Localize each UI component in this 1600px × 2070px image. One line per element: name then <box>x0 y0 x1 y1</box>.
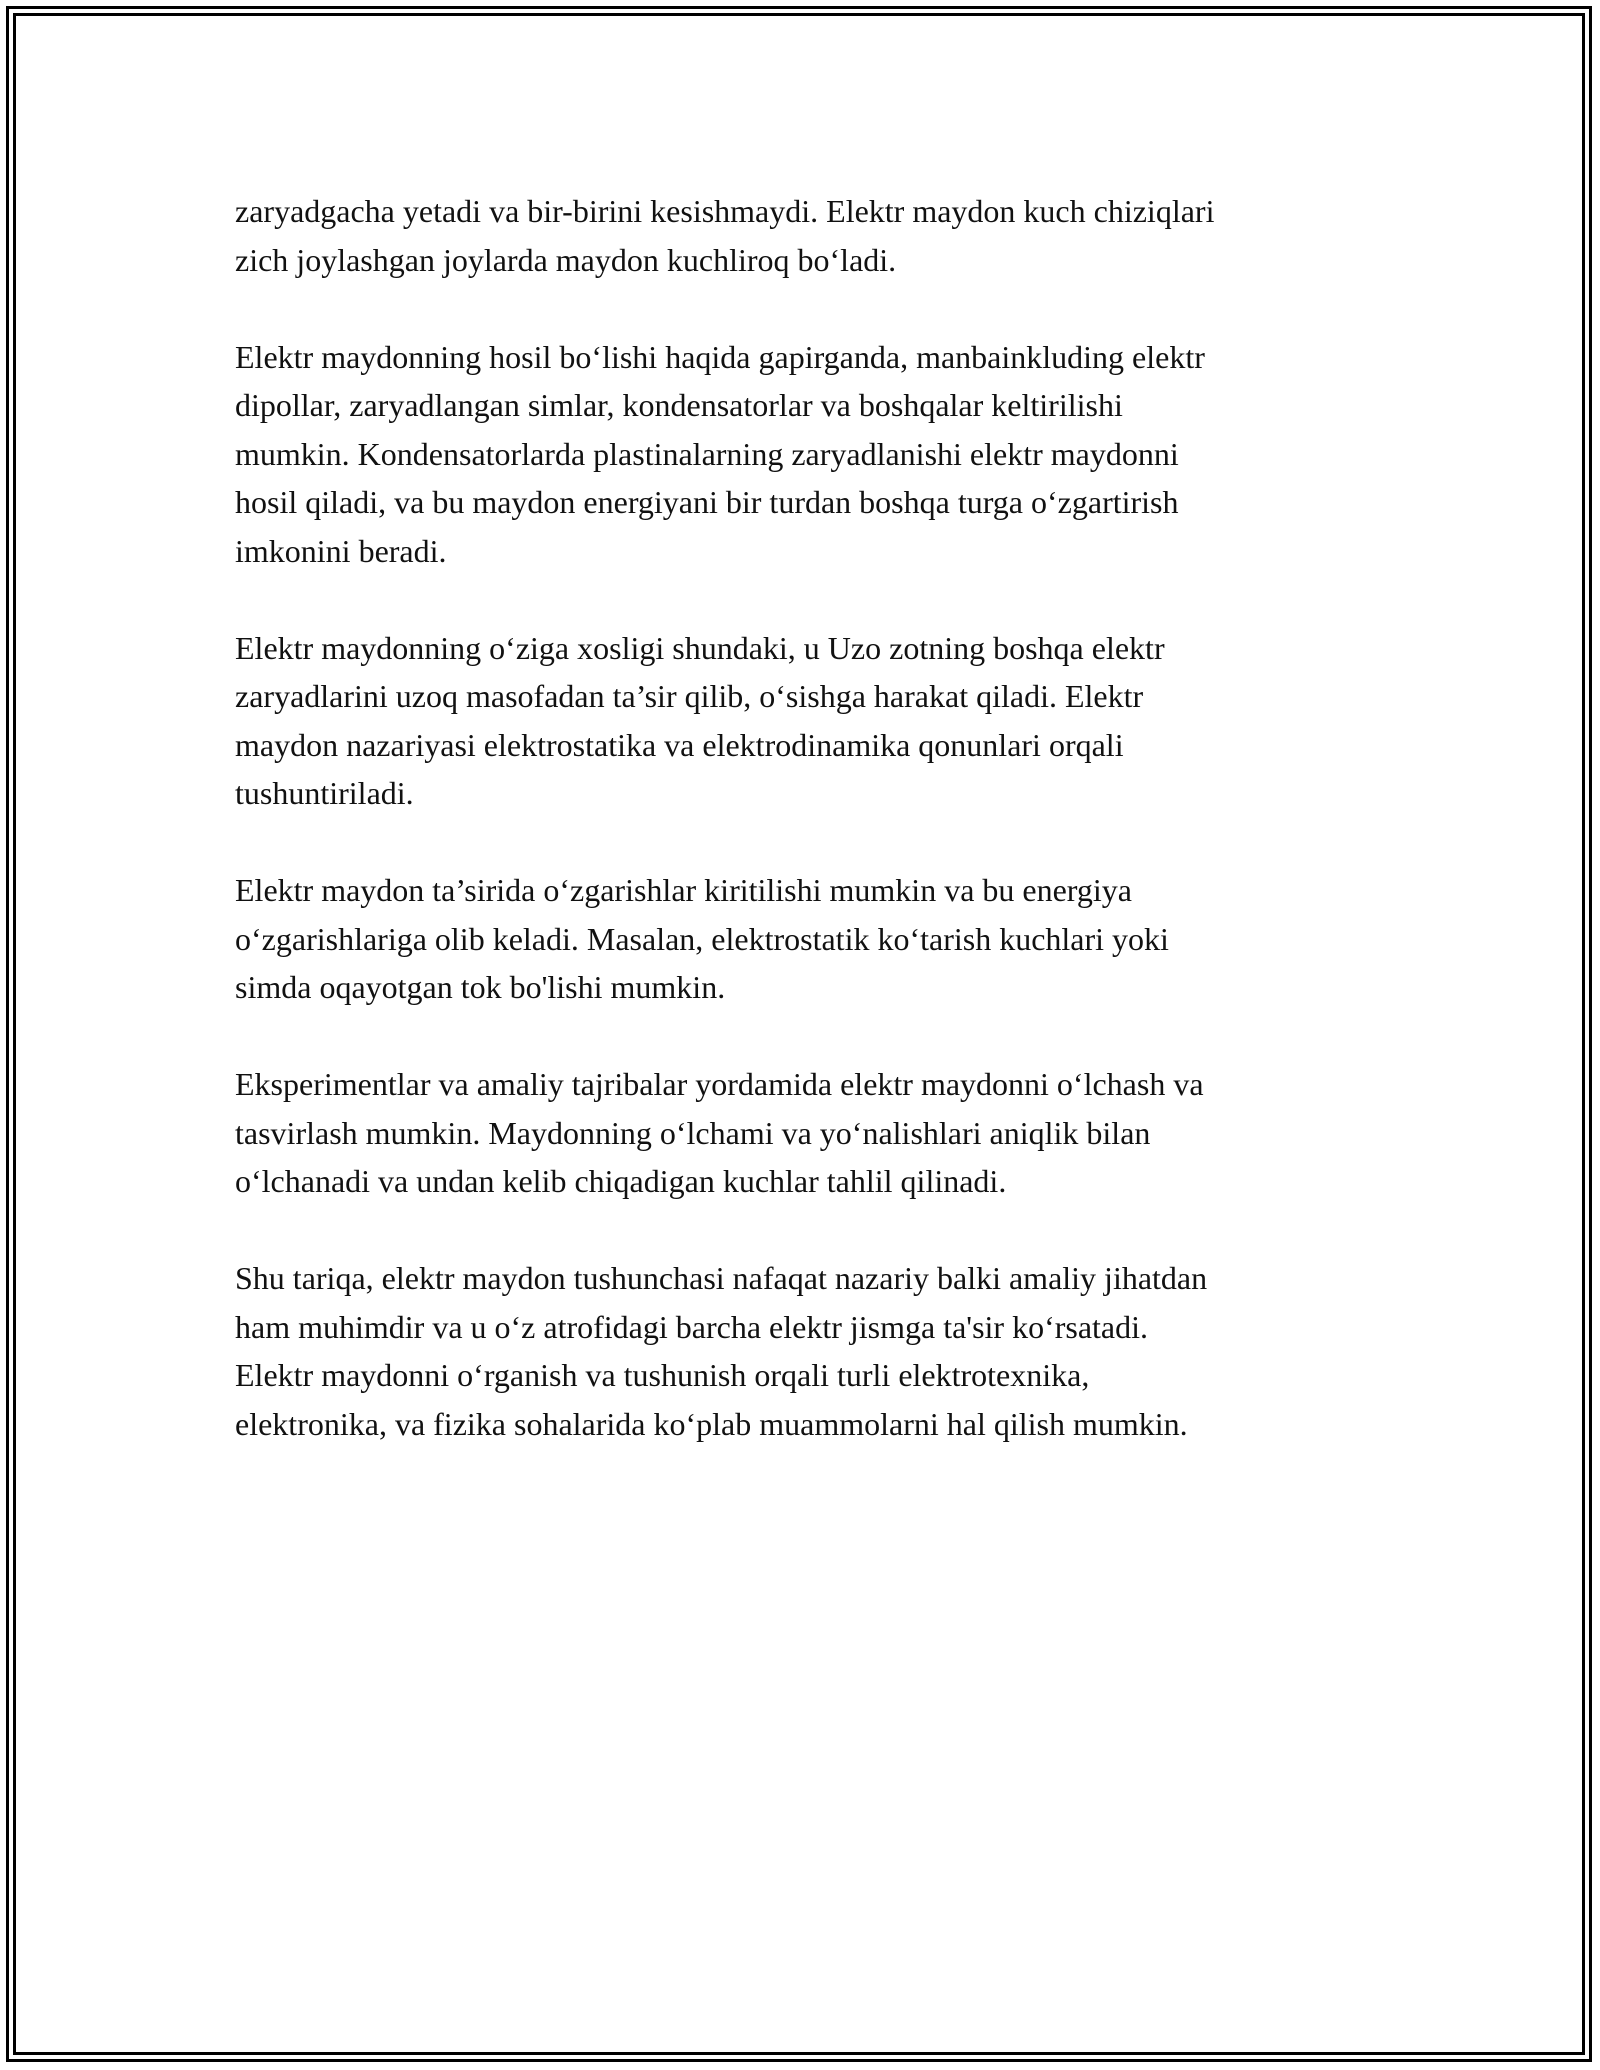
paragraph-2 <box>235 333 1385 576</box>
paragraph-5 <box>235 1060 1385 1206</box>
paragraph-1 <box>235 187 1385 284</box>
paragraph-line: maydon nazariyasi elektrostatika va elektrodinamika qonunlari orqali <box>235 726 1124 763</box>
paragraph-line: Elektr maydon ta’sirida o‘zgarishlar kiritilishi mumkin va bu energiya <box>235 872 1132 908</box>
paragraph-line: Shu tariqa, elektr maydon tushunchasi nafaqat nazariy balki amaliy jihatdan <box>235 1260 1208 1296</box>
paragraph-line: tushuntiriladi. <box>235 775 414 811</box>
paragraph-line: simda oqayotgan tok bo'lishi mumkin. <box>235 969 726 1005</box>
paragraph-line: Elektr maydonning o‘ziga xosligi shundaki, u Uzo zotning boshqa elektr <box>235 629 1165 666</box>
paragraph-line: elektronika, va fizika sohalarida ko‘plab muammolarni hal qilish mumkin. <box>235 1405 1188 1442</box>
paragraph-line: imkonini beradi. <box>235 532 447 569</box>
paragraph-line: dipollar, zaryadlangan simlar, kondensatorlar va boshqalar keltirilishi <box>235 387 1123 423</box>
paragraph-line: ham muhimdir va u o‘z atrofidagi barcha elektr jismga ta'sir ko‘rsatadi. <box>235 1308 1149 1345</box>
paragraph-line: mumkin. Kondensatorlarda plastinalarning zaryadlanishi elektr maydonni <box>235 435 1179 472</box>
paragraph-6 <box>235 1254 1385 1448</box>
paragraph-line: hosil qiladi, va bu maydon energiyani bir turdan boshqa turga o‘zgartirish <box>235 484 1179 520</box>
paragraph-line: o‘lchanadi va undan kelib chiqadigan kuchlar tahlil qilinadi. <box>235 1163 1007 1199</box>
paragraph-line: zich joylashgan joylarda maydon kuchliroq bo‘ladi. <box>235 241 897 278</box>
paragraph-line: tasvirlash mumkin. Maydonning o‘lchami va yo‘nalishlari aniqlik bilan <box>235 1114 1151 1151</box>
paragraph-4 <box>235 866 1385 1012</box>
paragraph-line: zaryadgacha yetadi va bir-birini kesishmaydi. Elektr maydon kuch chiziqlari <box>235 193 1215 229</box>
paragraph-line: Elektr maydonni o‘rganish va tushunish orqali turli elektrotexnika, <box>235 1357 1090 1393</box>
paragraph-line: zaryadlarini uzoq masofadan ta’sir qilib, o‘sishga harakat qiladi. Elektr <box>235 678 1144 714</box>
paragraph-line: o‘zgarishlariga olib keladi. Masalan, elektrostatik ko‘tarish kuchlari yoki <box>235 920 1169 957</box>
paragraph-line: Elektr maydonning hosil bo‘lishi haqida gapirganda, manbainkluding elektr <box>235 338 1205 375</box>
document-body <box>235 187 1385 1497</box>
paragraph-line: Eksperimentlar va amaliy tajribalar yordamida elektr maydonni o‘lchash va <box>235 1066 1204 1102</box>
paragraph-3 <box>235 624 1385 818</box>
